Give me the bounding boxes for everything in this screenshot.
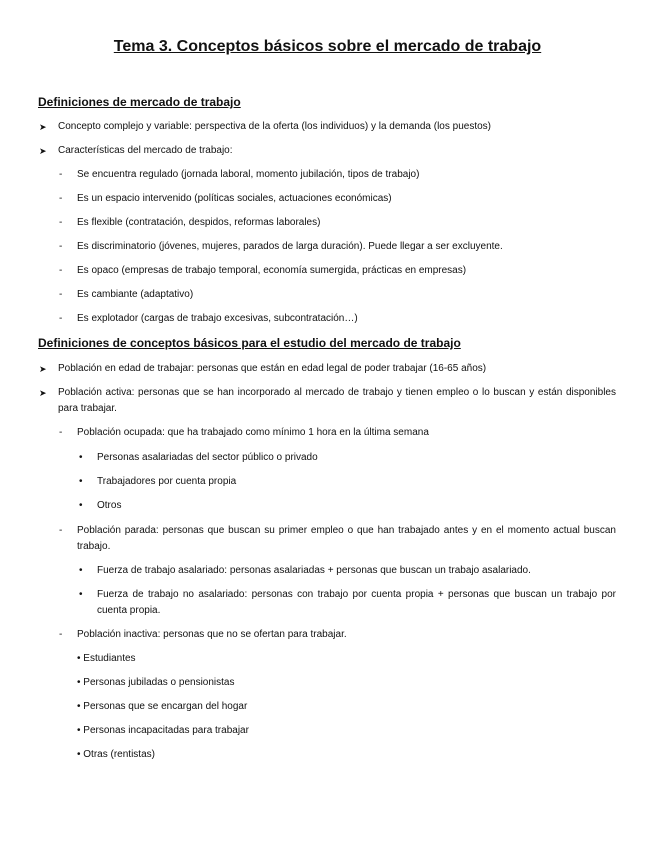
parada-item: Fuerza de trabajo asalariado: personas asalariadas + personas que buscan un trabajo asalariado.: [97, 565, 531, 576]
parada-item: Fuerza de trabajo no asalariado: personas con trabajo por cuenta propia + personas que buscan un trabajo por cuenta propia.: [97, 589, 616, 616]
dash-bullet-icon: -: [59, 217, 63, 228]
bullet-edad-trabajar: Población en edad de trabajar: personas que están en edad legal de poder trabajar (16-65 años): [58, 363, 487, 374]
inactiva-item: • Otras (rentistas): [77, 749, 155, 760]
arrow-bullet-icon: ➤: [39, 364, 47, 374]
dot-bullet-icon: •: [79, 589, 83, 600]
dash-bullet-icon: -: [59, 629, 63, 640]
inactiva-item: • Personas que se encargan del hogar: [77, 701, 248, 712]
dash-bullet-icon: -: [59, 289, 63, 300]
dot-bullet-icon: •: [79, 452, 83, 463]
ocupada-item: Otros: [97, 500, 122, 511]
characteristic-item: Es un espacio intervenido (políticas sociales, actuaciones económicas): [77, 193, 392, 204]
dash-bullet-icon: -: [59, 313, 63, 324]
characteristic-item: Es explotador (cargas de trabajo excesivas, subcontratación…): [77, 313, 358, 324]
dot-bullet-icon: •: [79, 476, 83, 487]
inactiva-item: • Personas jubiladas o pensionistas: [77, 677, 235, 688]
section-heading-mercado: Definiciones de mercado de trabajo: [38, 95, 241, 109]
poblacion-inactiva-label: Población inactiva: personas que no se ofertan para trabajar.: [77, 629, 347, 640]
ocupada-item: Personas asalariadas del sector público o privado: [97, 452, 318, 463]
dash-bullet-icon: -: [59, 169, 63, 180]
ocupada-item: Trabajadores por cuenta propia: [97, 476, 237, 487]
arrow-bullet-icon: ➤: [39, 388, 47, 398]
poblacion-ocupada-label: Población ocupada: que ha trabajado como mínimo 1 hora en la última semana: [77, 427, 429, 438]
characteristic-item: Es opaco (empresas de trabajo temporal, economía sumergida, prácticas en empresas): [77, 265, 467, 276]
dash-bullet-icon: -: [59, 525, 63, 536]
characteristic-item: Es flexible (contratación, despidos, reformas laborales): [77, 217, 321, 228]
arrow-bullet-icon: ➤: [39, 146, 47, 156]
dash-bullet-icon: -: [59, 265, 63, 276]
poblacion-parada-label: Población parada: personas que buscan su primer empleo o que han trabajado antes y en el momento actual buscan trabajo.: [77, 525, 616, 552]
arrow-bullet-icon: ➤: [39, 122, 47, 132]
dash-bullet-icon: -: [59, 193, 63, 204]
dash-bullet-icon: -: [59, 427, 63, 438]
characteristic-item: Se encuentra regulado (jornada laboral, momento jubilación, tipos de trabajo): [77, 169, 420, 180]
bullet-concepto: Concepto complejo y variable: perspectiva de la oferta (los individuos) y la demanda (los puestos): [58, 121, 492, 132]
dot-bullet-icon: •: [79, 565, 83, 576]
dash-bullet-icon: -: [59, 241, 63, 252]
dot-bullet-icon: •: [79, 500, 83, 511]
section-heading-conceptos: Definiciones de conceptos básicos para el estudio del mercado de trabajo: [38, 336, 461, 350]
characteristic-item: Es discriminatorio (jóvenes, mujeres, parados de larga duración). Puede llegar a ser excluyente.: [77, 241, 503, 252]
inactiva-item: • Personas incapacitadas para trabajar: [77, 725, 249, 736]
inactiva-item: • Estudiantes: [77, 653, 136, 664]
characteristic-item: Es cambiante (adaptativo): [77, 289, 194, 300]
document-title: Tema 3. Conceptos básicos sobre el mercado de trabajo: [113, 38, 542, 55]
bullet-poblacion-activa: Población activa: personas que se han incorporado al mercado de trabajo y tienen empleo o lo buscan y están disponibles para trabajar.: [58, 387, 616, 414]
bullet-caracteristicas: Características del mercado de trabajo:: [58, 145, 233, 156]
